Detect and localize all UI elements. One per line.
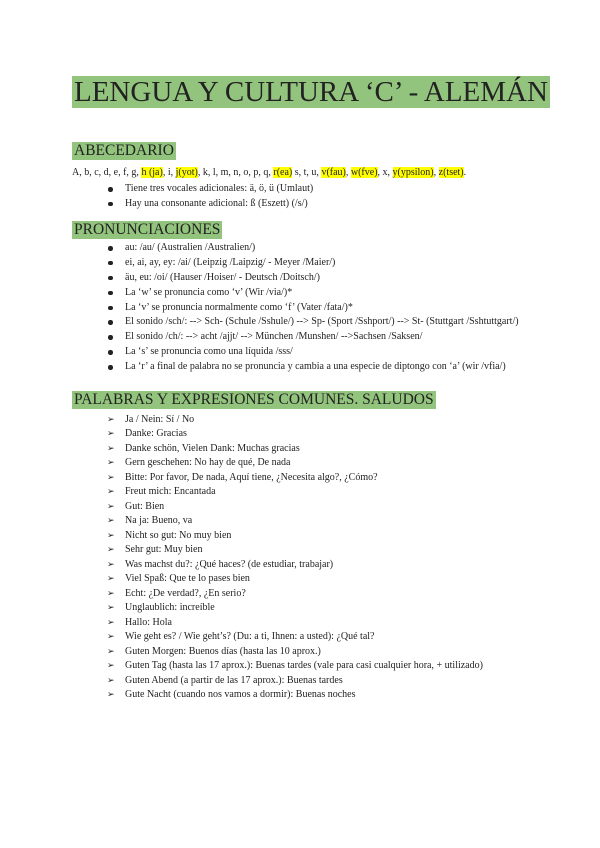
list-item: El sonido /sch/: --> Sch- (Schule /Sshule/) --> Sp- (Sport /Sshport/) --> St- (Stuttgart /Sshtuttgart/): [125, 315, 542, 330]
alphabet-highlight: y(ypsilon): [392, 167, 434, 178]
page-title: LENGUA Y CULTURA ‘C’ - ALEMÁN: [74, 76, 548, 108]
alphabet-text: A, b, c, d, e, f, g,: [72, 167, 142, 178]
list-item: ➢ Na ja: Bueno, va: [125, 514, 542, 529]
document-page: [72, 76, 548, 703]
list-item: ➢ Danke schön, Vielen Dank: Muchas gracias: [125, 442, 542, 457]
list-item: äu, eu: /oi/ (Hauser /Hoiser/ - Deutsch /Doitsch/): [125, 271, 542, 286]
alphabet-text: , k, l, m, n, o, p, q,: [197, 167, 274, 178]
list-item: ➢ Guten Morgen: Buenos días (hasta las 10 aprox.): [125, 645, 542, 660]
list-item: ➢ Was machst du?: ¿Qué haces? (de estudiar, trabajar): [125, 558, 542, 573]
section-abecedario: [72, 142, 542, 211]
alphabet-highlight: v(fau): [321, 167, 346, 178]
list-item: El sonido /ch/: --> acht /ajjt/ --> München /Munshen/ -->Sachsen /Saksen/: [125, 330, 542, 345]
list-item: ➢ Wie geht es? / Wie geht’s? (Du: a ti, Ihnen: a usted): ¿Qué tal?: [125, 630, 542, 645]
list-item: ➢ Guten Abend (a partir de las 17 aprox.): Buenas tardes: [125, 674, 542, 689]
alphabet-text: ,: [345, 167, 351, 178]
alphabet-text: .: [463, 167, 467, 178]
abecedario-list: [125, 182, 542, 211]
list-item: La ‘v’ se pronuncia normalmente como ‘f’ (Vater /fata/)*: [125, 301, 542, 316]
list-item: au: /au/ (Australien /Australien/): [125, 241, 542, 256]
alphabet-text: ,: [433, 167, 439, 178]
list-item: Hay una consonante adicional: ß (Eszett) (/s/): [125, 197, 542, 212]
list-item: La ‘s’ se pronuncia como una líquida /sss/: [125, 345, 542, 360]
list-item: ei, ai, ay, ey: /ai/ (Leipzig /Laipzig/ - Meyer /Maier/): [125, 256, 542, 271]
list-item: ➢ Viel Spaß: Que te lo pases bien: [125, 572, 542, 587]
list-item: ➢ Echt: ¿De verdad?, ¿En serio?: [125, 587, 542, 602]
heading-abecedario: ABECEDARIO: [74, 142, 174, 159]
alphabet-highlight: w(fve): [350, 167, 378, 178]
list-item: ➢ Gute Nacht (cuando nos vamos a dormir): Buenas noches: [125, 688, 542, 703]
list-item: ➢ Sehr gut: Muy bien: [125, 543, 542, 558]
palabras-list: [125, 413, 542, 703]
list-item: ➢ Unglaublich: increíble: [125, 601, 542, 616]
list-item: ➢ Gern geschehen: No hay de qué, De nada: [125, 456, 542, 471]
alphabet-highlight: r(ea): [273, 167, 293, 178]
section-palabras: [72, 391, 542, 703]
list-item: ➢ Freut mich: Encantada: [125, 485, 542, 500]
list-item: ➢ Danke: Gracias: [125, 427, 542, 442]
list-item: ➢ Gut: Bien: [125, 500, 542, 515]
alphabet-text: , i,: [162, 167, 176, 178]
list-item: ➢ Guten Tag (hasta las 17 aprox.): Buenas tardes (vale para casi cualquier hora, + utilizado): [125, 659, 542, 674]
list-item: La ‘w’ se pronuncia como ‘v’ (Wir /via/)*: [125, 286, 542, 301]
alphabet-highlight: z(tset): [438, 167, 464, 178]
list-item: ➢ Ja / Nein: Sí / No: [125, 413, 542, 428]
alphabet-text: , x,: [377, 167, 393, 178]
pronunciaciones-list: [125, 241, 542, 375]
alphabet-highlight: j(yot): [175, 167, 198, 178]
section-pronunciaciones: [72, 221, 542, 375]
list-item: ➢ Hallo: Hola: [125, 616, 542, 631]
heading-pronunciaciones: PRONUNCIACIONES: [74, 221, 221, 238]
alphabet-highlight: h (ja): [141, 167, 163, 178]
list-item: ➢ Nicht so gut: No muy bien: [125, 529, 542, 544]
list-item: ➢ Bitte: Por favor, De nada, Aquí tiene, ¿Necesita algo?, ¿Cómo?: [125, 471, 542, 486]
list-item: Tiene tres vocales adicionales: ä, ö, ü (Umlaut): [125, 182, 542, 197]
alphabet-text: s, t, u,: [292, 167, 322, 178]
list-item: La ‘r’ a final de palabra no se pronuncia y cambia a una especie de diptongo con ‘a’ (wir /vfia/): [125, 360, 542, 375]
alphabet-line: [72, 166, 542, 180]
heading-palabras: PALABRAS Y EXPRESIONES COMUNES. SALUDOS: [74, 390, 434, 408]
